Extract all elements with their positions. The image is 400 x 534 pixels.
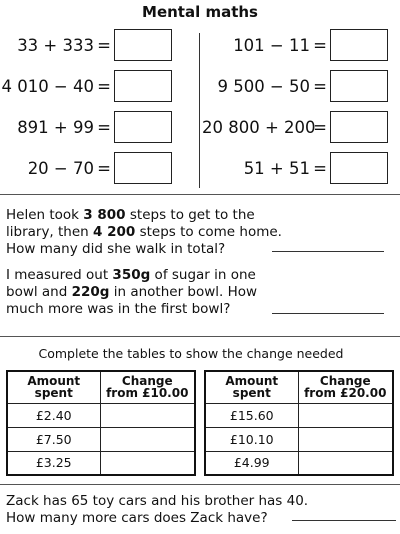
sum-row — [0, 29, 172, 61]
problem-number: 220g — [71, 284, 110, 300]
change-answer-cell[interactable] — [100, 427, 195, 451]
problem-number: 350g — [112, 267, 151, 283]
amount-cell: £4.99 — [205, 451, 298, 475]
equals-sign: = — [97, 76, 111, 96]
equals-sign: = — [313, 76, 327, 96]
table-row — [7, 403, 195, 427]
sum-row — [0, 152, 172, 184]
sum-expression: 101 − 11 — [233, 35, 310, 55]
problem-text: How many did she walk in total? — [6, 241, 226, 257]
table-row — [205, 427, 393, 451]
change-table-10 — [6, 370, 196, 476]
sum-expression: 4 010 − 40 — [1, 76, 94, 96]
page-title: Mental maths — [142, 3, 258, 21]
answer-line[interactable] — [272, 251, 384, 252]
problem-text: How many more cars does Zack have? — [6, 510, 268, 526]
header-change: Change from £10.00 — [100, 371, 195, 403]
equals-sign: = — [97, 35, 111, 55]
answer-line[interactable] — [272, 313, 384, 314]
sum-expression: 51 + 51 — [243, 158, 310, 178]
amount-cell: £15.60 — [205, 403, 298, 427]
answer-box[interactable] — [330, 70, 388, 102]
sum-expression: 20 800 + 200 — [202, 117, 316, 137]
problem-number: 3 800 — [83, 207, 126, 223]
answer-line[interactable] — [292, 520, 396, 521]
sum-expression: 891 + 99 — [17, 117, 94, 137]
problem-text: steps to come home. — [135, 224, 282, 240]
problem-text: bowl and — [6, 284, 72, 300]
equals-sign: = — [97, 158, 111, 178]
sum-expression: 20 − 70 — [27, 158, 94, 178]
equals-sign: = — [313, 35, 327, 55]
table-row — [7, 427, 195, 451]
section-divider — [0, 336, 400, 337]
problem-text: of sugar in one — [150, 267, 256, 283]
answer-box[interactable] — [330, 152, 388, 184]
equals-sign: = — [97, 117, 111, 137]
header-amount-spent: Amount spent — [7, 371, 100, 403]
change-answer-cell[interactable] — [298, 427, 393, 451]
problem-text: in another bowl. How — [109, 284, 258, 300]
change-answer-cell[interactable] — [298, 451, 393, 475]
header-amount-spent: Amount spent — [205, 371, 298, 403]
problem-text: much more was in the first bowl? — [6, 301, 231, 317]
column-divider — [199, 33, 200, 188]
problem-text: steps to get to the — [125, 207, 255, 223]
sum-row — [0, 70, 172, 102]
sum-expression: 33 + 333 — [17, 35, 94, 55]
problem-text: I measured out — [6, 267, 113, 283]
amount-cell: £7.50 — [7, 427, 100, 451]
sum-row — [202, 29, 388, 61]
change-answer-cell[interactable] — [100, 403, 195, 427]
problem-text: library, then — [6, 224, 94, 240]
section-divider — [0, 194, 400, 195]
problem-text: Zack has 65 toy cars and his brother has 40. — [6, 493, 309, 509]
table-instruction: Complete the tables to show the change needed — [38, 346, 344, 361]
section-divider — [0, 484, 400, 485]
answer-box[interactable] — [330, 29, 388, 61]
equals-sign: = — [313, 158, 327, 178]
problem-text: Helen took — [6, 207, 84, 223]
word-problem-sugar — [6, 267, 257, 318]
table-row — [205, 451, 393, 475]
sum-row — [202, 111, 388, 143]
amount-cell: £3.25 — [7, 451, 100, 475]
sum-expression: 9 500 − 50 — [217, 76, 310, 96]
problem-number: 4 200 — [93, 224, 136, 240]
answer-box[interactable] — [114, 152, 172, 184]
answer-box[interactable] — [114, 111, 172, 143]
sum-row — [202, 70, 388, 102]
word-problem-steps — [6, 207, 282, 258]
sum-row — [0, 111, 172, 143]
amount-cell: £10.10 — [205, 427, 298, 451]
table-row — [7, 451, 195, 475]
word-problem-cars — [6, 493, 308, 527]
sum-row — [202, 152, 388, 184]
equals-sign: = — [313, 117, 327, 137]
answer-box[interactable] — [330, 111, 388, 143]
answer-box[interactable] — [114, 70, 172, 102]
change-answer-cell[interactable] — [298, 403, 393, 427]
amount-cell: £2.40 — [7, 403, 100, 427]
change-answer-cell[interactable] — [100, 451, 195, 475]
change-table-20 — [204, 370, 394, 476]
answer-box[interactable] — [114, 29, 172, 61]
table-row — [205, 403, 393, 427]
header-change: Change from £20.00 — [298, 371, 393, 403]
